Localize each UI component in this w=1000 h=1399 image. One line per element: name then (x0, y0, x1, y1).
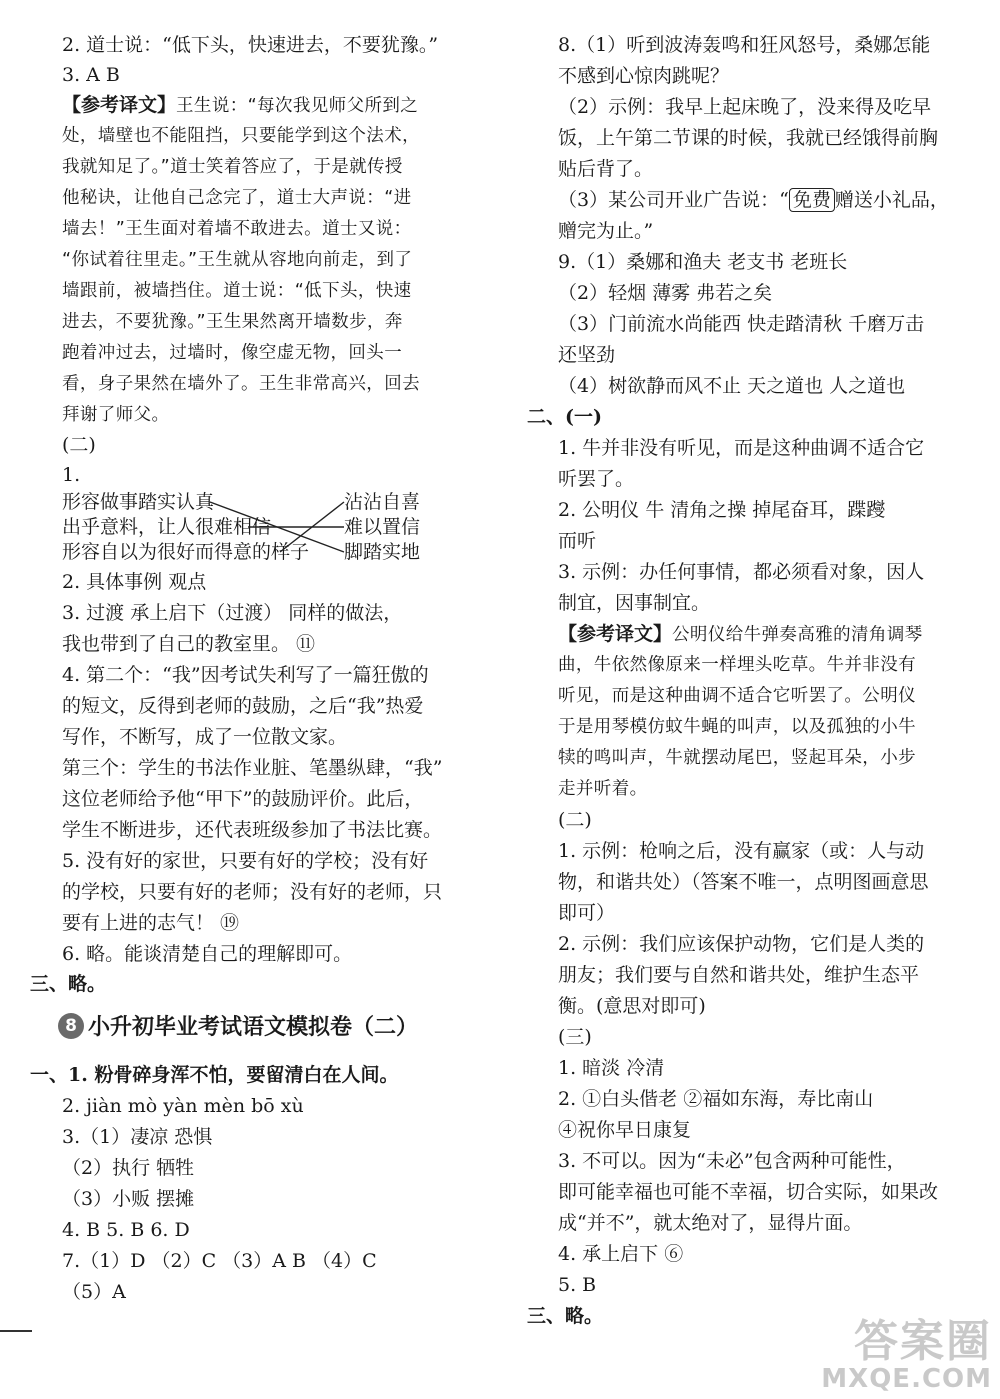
answer-line: 即可能幸福也可能不幸福，切合实际，如果改 (558, 1181, 939, 1203)
answer-line: 的短文，反得到老师的鼓励，之后“我”热爱 (62, 695, 424, 717)
answer-line: 5. 没有好的家世，只要有好的学校；没有好 (62, 850, 429, 872)
match-right-2: 难以置信 (344, 516, 421, 538)
translation-line: 拜谢了师父。 (62, 405, 170, 425)
match-left-1: 形容做事踏实认真 (62, 491, 215, 513)
match-right-3: 脚踏实地 (344, 541, 421, 563)
answer-line: 而听 (558, 530, 597, 552)
match-left-3: 形容自以为很好而得意的样子 (62, 541, 310, 563)
answer-line: 赠完为止。” (558, 220, 654, 242)
answer-line: 衡。(意思对即可) (558, 995, 706, 1017)
translation-line: 我就知足了。”道士笑着答应了，于是就传授 (62, 157, 403, 177)
answer-line: （4）树欲静而风不止 天之道也 人之道也 (558, 375, 906, 397)
translation-line (558, 619, 923, 650)
section-two-marker: 二、(一) (527, 406, 602, 428)
translation-line: 听见，而是这种曲调不适合它听罢了。公明仪 (558, 686, 916, 706)
answer-line: 饭，上午第二节课的时候，我就已经饿得前胸 (558, 127, 939, 149)
translation-line: 跑着冲过去，过墙时，像空虚无物，回头一 (62, 343, 403, 363)
answer-line: 要有上进的志气！ ⑲ (62, 912, 240, 934)
translation-text: 王生说：“每次我见师父所到之 (176, 96, 419, 116)
exam-heading (58, 1010, 418, 1046)
answer-line: （3）小贩 摆摊 (62, 1188, 195, 1210)
answer-line: 4. 第二个：“我”因考试失利写了一篇狂傲的 (62, 664, 429, 686)
answer-3: 3. A B (62, 64, 120, 86)
translation-line: 进去，不要犹豫。”王生果然离开墙数步，奔 (62, 312, 403, 332)
question-number: 1. (62, 464, 81, 486)
answer-line: 朋友；我们要与自然和谐共处，维护生态平 (558, 964, 920, 986)
answer-line: 1. 示例：枪响之后，没有赢家（或：人与动 (558, 840, 925, 862)
match-left-2: 出乎意料，让人很难相信 (62, 516, 272, 538)
answer-line: 4. B 5. B 6. D (62, 1219, 190, 1241)
site-watermark (821, 1316, 992, 1394)
answer-line: 这位老师给予他“甲下”的鼓励评价。此后， (62, 788, 424, 810)
answer-line: 即可） (558, 902, 616, 924)
watermark-bottom: MXQE.COM (821, 1364, 992, 1394)
answer-line: 成“并不”，就太绝对了，显得片面。 (558, 1212, 863, 1234)
answer-line (558, 185, 949, 215)
answer-line: 8.（1）听到波涛轰鸣和狂风怒号，桑娜怎能 (558, 34, 931, 56)
answer-line: 9.（1）桑娜和渔夫 老支书 老班长 (558, 251, 848, 273)
boxed-word: 免费 (789, 188, 835, 212)
answer-text: 赠送小礼品， (834, 189, 949, 211)
footer-rule (0, 1330, 32, 1332)
answer-line: 贴后背了。 (558, 158, 654, 180)
answer-line: 3.（1）凄凉 恐惧 (62, 1126, 213, 1148)
answer-line: 的学校，只要有好的老师；没有好的老师，只 (62, 881, 443, 903)
section-three: 三、略。 (527, 1305, 604, 1327)
answer-line: 2. 示例：我们应该保护动物，它们是人类的 (558, 933, 925, 955)
match-right-1: 沾沾自喜 (344, 491, 421, 513)
answer-line: 制宜，因事制宜。 (558, 592, 711, 614)
answer-line: 5. B (558, 1274, 597, 1296)
translation-text: 公明仪给牛弹奏高雅的清角调琴 (672, 625, 923, 645)
section-label: (二) (558, 809, 592, 831)
watermark-top: 答案圈 (854, 1316, 992, 1367)
answer-line: 3. 示例：办任何事情，都必须看对象，因人 (558, 561, 925, 583)
answer-line: 6. 略。能谈清楚自己的理解即可。 (62, 943, 353, 965)
answer-line (30, 1060, 398, 1090)
section-label: (二) (62, 434, 96, 456)
answer-line: 3. 过渡 承上启下（过渡） 同样的做法， (62, 602, 403, 624)
answer-line: 我也带到了自己的教室里。 ⑪ (62, 633, 316, 655)
heading-title: 小升初毕业考试语文模拟卷（二） (88, 1015, 419, 1040)
answer-line: 3. 不可以。因为“未必”包含两种可能性， (558, 1150, 906, 1172)
pinyin-line: 2. jiàn mò yàn mèn bō xù (62, 1095, 304, 1117)
translation-line: “你试着往里走。”王生就从容地向前走，到了 (62, 250, 413, 270)
answer-line: 听罢了。 (558, 468, 635, 490)
translation-line: 处，墙壁也不能阻挡，只要能学到这个法术， (62, 126, 420, 146)
answer-text: （3）某公司开业广告说：“ (558, 189, 789, 211)
answer-line: ④祝你早日康复 (558, 1119, 692, 1141)
translation-line: 他秘诀，让他自己念完了，道士大声说：“进 (62, 188, 412, 208)
translation-line: 看，身子果然在墙外了。王生非常高兴，回去 (62, 374, 420, 394)
answer-2: 2. 道士说：“低下头，快速进去，不要犹豫。” (62, 34, 439, 56)
answer-line: 1. 暗淡 冷清 (558, 1057, 665, 1079)
section-label: (三) (558, 1026, 592, 1048)
answer-line: （2）示例：我早上起床晚了，没来得及吃早 (558, 96, 932, 118)
section-three: 三、略。 (30, 973, 107, 995)
answer-line: 物，和谐共处）（答案不唯一，点明图画意思 (558, 871, 929, 893)
answer-line: 2. ①白头偕老 ②福如东海，寿比南山 (558, 1088, 874, 1110)
translation-line: 墙跟前，被墙挡住。道士说：“低下头，快速 (62, 281, 412, 301)
answer-line: （3）门前流水尚能西 快走踏清秋 千磨万击 (558, 313, 925, 335)
answer-line: 2. 具体事例 观点 (62, 571, 207, 593)
answer-line: 写作，不断写，成了一位散文家。 (62, 726, 348, 748)
answer-line: （2）轻烟 薄雾 弗若之矣 (558, 282, 773, 304)
answer-line: （2）执行 牺牲 (62, 1157, 195, 1179)
translation-line: 于是用琴模仿蚊牛蝇的叫声，以及孤独的小牛 (558, 717, 916, 737)
translation-line: 曲，牛依然像原来一样埋头吃草。牛并非没有 (558, 655, 916, 675)
answer-line: 第三个：学生的书法作业脏、笔墨纵肆，“我” (62, 757, 443, 779)
answer-line: 2. 公明仪 牛 清角之操 掉尾奋耳，蹀躞 (558, 499, 886, 521)
answer-line: 7.（1）D （2）C （3）A B （4）C (62, 1250, 377, 1272)
answer-line: 学生不断进步，还代表班级参加了书法比赛。 (62, 819, 443, 841)
answer-line: 1. 牛并非没有听见，而是这种曲调不适合它 (558, 437, 925, 459)
heading-number-badge: 8 (58, 1013, 84, 1039)
translation-line: 犊的鸣叫声，牛就摆动尾巴，竖起耳朵，小步 (558, 748, 916, 768)
translation-tag: 【参考译文】 (62, 94, 177, 116)
translation-line: 走并听着。 (558, 779, 648, 799)
translation-tag: 【参考译文】 (558, 623, 673, 645)
answer-line: 4. 承上启下 ⑥ (558, 1243, 684, 1265)
part-one-marker: 一、1. 粉骨碎身浑不怕，要留清白在人间。 (30, 1064, 399, 1086)
answer-line: （5）A (62, 1281, 126, 1303)
answer-line: 不感到心惊肉跳呢？ (558, 65, 730, 87)
translation-line: 墙去！”王生面对着墙不敢进去。道士又说： (62, 219, 412, 239)
answer-line: 还坚劲 (558, 344, 616, 366)
